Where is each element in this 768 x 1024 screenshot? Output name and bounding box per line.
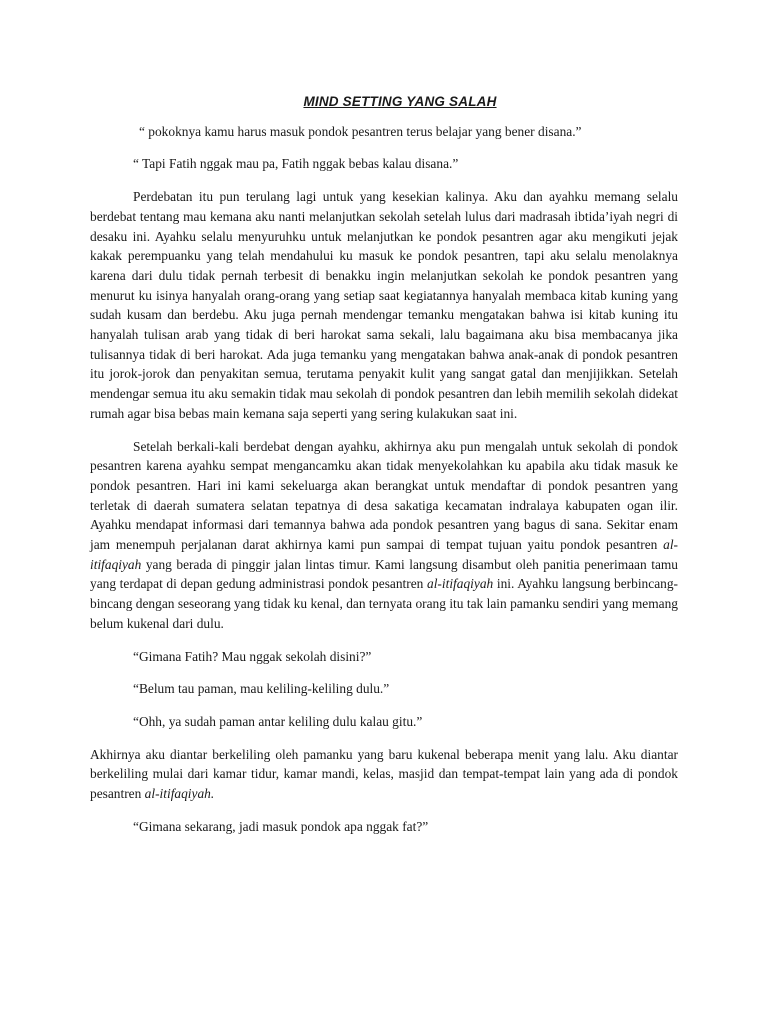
narrative-paragraph-1: Perdebatan itu pun terulang lagi untuk yang kesekian kalinya. Aku dan ayahku memang selalu berdebat tentang mau kemana aku nanti melanjutkan sekolah setelah lulus dari madrasah ibtida’iyah negri di desaku ini. Ayahku selalu menyuruhku untuk melanjutkan ke pondok pesantren agar aku mengikuti jejak kakak perempuanku yang telah mendahului ku masuk ke pondok pesantren, tapi aku selalu menolaknya karena dari dulu tidak pernah terbesit di benakku ingin melanjutkan sekolah ke pondok pesantren yang menurut ku isinya hanyalah orang-orang yang setiap saat kegiatannya hanyalah membaca kitab kuning yang sudah kusam dan berdebu. Aku juga pernah mendengar temanku mengatakan bahwa isi kitab kuning itu hanyalah tulisan arab yang tidak di beri harokat sama sekali, lalu bagaimana aku bisa membacanya jika tulisannya tidak di beri harokat. Ada juga temanku yang mengatakan bahwa anak-anak di pondok pesantren itu jorok-jorok dan penyakitan semua, terutama penyakit kulit yang sangat gatal dan menjijikkan. Setelah mendengar semua itu aku semakin tidak mau sekolah di pondok pesantren dan lebih memilih sekolah didekat rumah agar bisa bebas main kemana saja seperti yang sering kulakukan saat ini.: [90, 189, 678, 421]
italic-term: al-itifaqiyah: [90, 537, 678, 572]
narrative-text: Setelah berkali-kali berdebat dengan ayahku, akhirnya aku pun mengalah untuk sekolah di pondok pesantren karena ayahku sempat mengancamku akan tidak menyekolahkan ku apabila aku tidak masuk ke pondok pesantren. Hari ini kami sekeluarga akan berangkat untuk mendaftar di pondok pesantren yang terletak di daerah sumatera selatan tepatnya di desa sakatiga kecamatan indralaya kabupaten ogan ilir. Ayahku mendapat informasi dari temannya bahwa ada pondok pesantren yang bagus di sana. Sekitar enam jam menempuh perjalanan darat akhirnya kami pun sampai di tempat tujuan yaitu pondok pesantren: [90, 438, 678, 553]
italic-term: al-itifaqiyah.: [144, 786, 215, 802]
dialogue-paragraph-6: “Gimana sekarang, jadi masuk pondok apa nggak fat?”: [133, 818, 429, 834]
document-body: [90, 92, 678, 850]
narrative-text: yang berada di pinggir jalan lintas timur. Kami langsung disambut oleh panitia penerimaan tamu yang terdapat di depan gedung administrasi pondok pesantren: [90, 556, 678, 592]
dialogue-paragraph-5: “Ohh, ya sudah paman antar keliling dulu kalau gitu.”: [133, 713, 423, 729]
dialogue-paragraph-1: “ pokoknya kamu harus masuk pondok pesantren terus belajar yang bener disana.”: [139, 123, 582, 139]
dialogue-paragraph-2: “ Tapi Fatih nggak mau pa, Fatih nggak bebas kalau disana.”: [133, 156, 459, 172]
narrative-paragraph-3: [90, 745, 678, 804]
dialogue-paragraph-3: “Gimana Fatih? Mau nggak sekolah disini?”: [133, 648, 372, 664]
narrative-paragraph-2: [90, 437, 678, 634]
italic-term: al-itifaqiyah: [427, 576, 494, 592]
page-title: MIND SETTING YANG SALAH: [303, 94, 497, 109]
dialogue-paragraph-4: “Belum tau paman, mau keliling-keliling dulu.”: [133, 681, 390, 697]
narrative-text: Akhirnya aku diantar berkeliling oleh pamanku yang baru kukenal beberapa menit yang lalu. Aku diantar berkeliling mulai dari kamar tidur, kamar mandi, kelas, masjid dan tempat-tempat lain yang ada di pondok pesantren: [90, 746, 678, 802]
narrative-text: ini. Ayahku langsung berbincang-bincang dengan seseorang yang tidak ku kenal, dan ternyata orang itu tak lain pamanku sendiri yang memang belum kukenal dari dulu.: [90, 576, 678, 631]
